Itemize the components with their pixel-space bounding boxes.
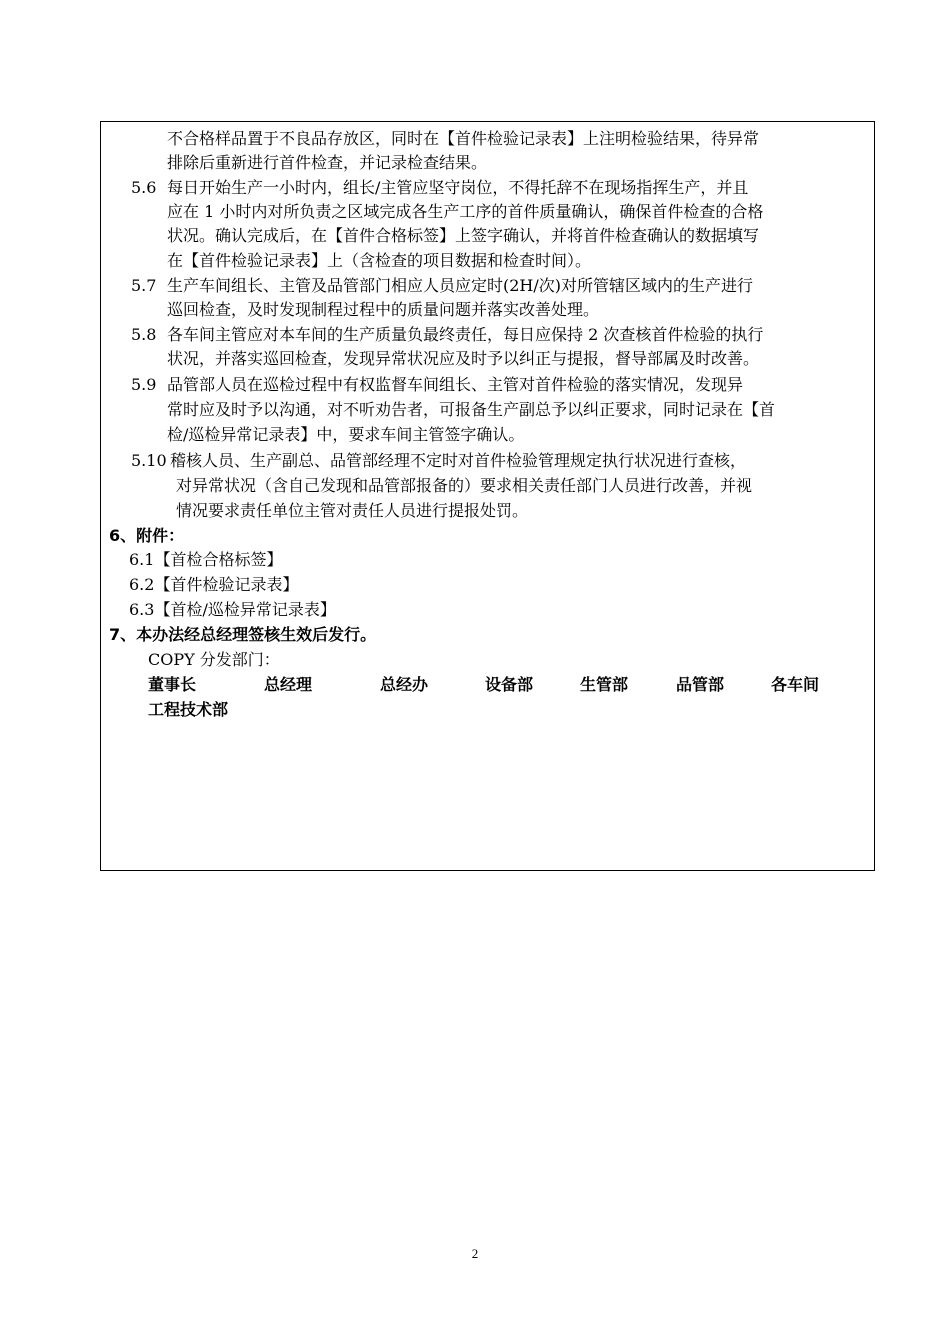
s56-line-2: 应在 1 小时内对所负责之区域完成各生产工序的首件质量确认，确保首件检查的合格 <box>167 202 764 221</box>
section-6-title: 6、附件： <box>109 526 185 545</box>
dept-workshops: 各车间 <box>771 675 820 694</box>
dept-equipment: 设备部 <box>485 675 534 694</box>
s59-line-2: 常时应及时予以沟通，对不听劝告者，可报备生产副总予以纠正要求，同时记录在【首 <box>167 400 776 419</box>
s56-line-3: 状况。确认完成后，在【首件合格标签】上签字确认，并将首件检查确认的数据填写 <box>167 226 760 245</box>
s56-number: 5.6 <box>131 178 157 197</box>
dept-production-mgmt: 生管部 <box>580 675 629 694</box>
dept-engineering: 工程技术部 <box>148 700 229 719</box>
s59-number: 5.9 <box>131 375 157 394</box>
s58-line-1: 各车间主管应对本车间的生产质量负最终责任，每日应保持 2 次查核首件检验的执行 <box>167 325 764 344</box>
s510-number: 5.10 <box>131 451 167 470</box>
s56-line-4: 在【首件检验记录表】上（含检查的项目数据和检查时间）。 <box>167 251 592 270</box>
dept-gm-office: 总经办 <box>380 675 429 694</box>
page-number: 2 <box>471 1246 479 1261</box>
s57-line-2: 巡回检查，及时发现制程过程中的质量问题并落实改善处理。 <box>167 300 600 319</box>
dept-chairman: 董事长 <box>148 675 197 694</box>
s510-line-1: 稽核人员、生产副总、品管部经理不定时对首件检验管理规定执行状况进行查核， <box>170 451 747 470</box>
s510-line-2: 对异常状况（含自己发现和品管部报备的）要求相关责任部门人员进行改善，并视 <box>176 476 753 495</box>
attachment-item-3: 6.3【首检/巡检异常记录表】 <box>129 600 336 619</box>
s59-line-1: 品管部人员在巡检过程中有权监督车间组长、主管对首件检验的落实情况，发现异 <box>167 375 744 394</box>
attachment-item-1: 6.1【首检合格标签】 <box>129 550 283 569</box>
s57-number: 5.7 <box>131 276 157 295</box>
s56-line-1: 每日开始生产一小时内，组长/主管应坚守岗位，不得托辞不在现场指挥生产，并且 <box>167 178 749 197</box>
s58-line-2: 状况，并落实巡回检查，发现异常状况应及时予以纠正与提报，督导部属及时改善。 <box>167 349 760 368</box>
copy-label: COPY 分发部门： <box>148 650 280 669</box>
section-7-title: 7、本办法经总经理签核生效后发行。 <box>109 625 377 644</box>
s57-line-1: 生产车间组长、主管及品管部门相应人员应定时(2H/次)对所管辖区域内的生产进行 <box>167 276 754 295</box>
s59-line-3: 检/巡检异常记录表】中，要求车间主管签字确认。 <box>167 425 525 444</box>
attachment-item-2: 6.2【首件检验记录表】 <box>129 575 299 594</box>
s55-line-1: 不合格样品置于不良品存放区，同时在【首件检验记录表】上注明检验结果，待异常 <box>167 129 760 148</box>
dept-general-manager: 总经理 <box>264 675 313 694</box>
dept-quality-mgmt: 品管部 <box>676 675 725 694</box>
s510-line-3: 情况要求责任单位主管对责任人员进行提报处罚。 <box>176 501 529 520</box>
s55-line-2: 排除后重新进行首件检查，并记录检查结果。 <box>167 153 488 172</box>
s58-number: 5.8 <box>131 325 157 344</box>
